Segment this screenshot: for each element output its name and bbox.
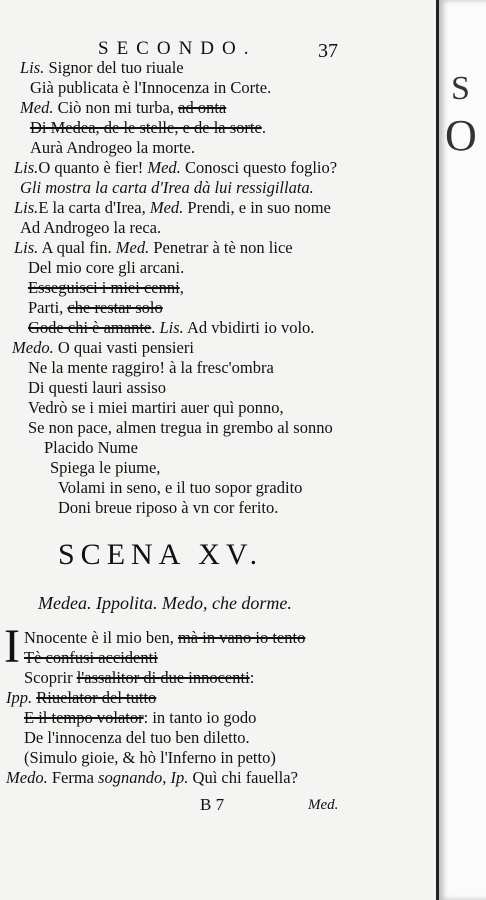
verse-line [28, 418, 333, 438]
verse-line [28, 378, 166, 398]
verse-line [28, 258, 184, 278]
verse-text: : [249, 668, 255, 687]
verse-line [14, 238, 293, 258]
verse-text: Ne la mente raggiro! à la fresc'ombra [28, 358, 274, 377]
signature-mark: B 7 [200, 795, 225, 814]
verse-text: De l'innocenza del tuo ben diletto. [24, 728, 250, 747]
speaker-label: Medo. [12, 338, 54, 357]
verse-text: Nnocente è il mio ben, [24, 628, 178, 647]
verse-text: Med. [149, 198, 184, 217]
verse-line [44, 438, 138, 458]
verse-line [28, 358, 274, 378]
verse-line [20, 178, 314, 198]
scene-verse-line [6, 768, 298, 788]
struck-text: Tè confusi accidenti [24, 648, 158, 667]
verse-text: Se non pace, almen tregua in grembo al sonno [28, 418, 333, 437]
verse-text: Parti, [28, 298, 68, 317]
running-header: SECONDO. [98, 38, 257, 59]
verse-text: Conosci questo foglio? [180, 158, 338, 177]
scene-verse-line [24, 728, 250, 748]
verse-text: O quai vasti pensieri [53, 338, 194, 357]
speaker-label: Lis. [14, 198, 39, 217]
verse-text: Gli mostra la carta d'Irea dà lui ressigillata. [20, 178, 314, 197]
verse-text: (Simulo gioie, & hò l'Inferno in petto) [24, 748, 276, 767]
verse-text: , [162, 768, 171, 787]
verse-text: Doni breue riposo à vn cor ferito. [58, 498, 279, 517]
verse-text: A qual fin. [38, 238, 116, 257]
verse-line [20, 98, 226, 118]
struck-text: Gode chi è amante [28, 318, 152, 337]
struck-text: l'assalitor di due innocenti [76, 668, 250, 687]
verse-text: Volami in seno, e il tuo sopor gradito [58, 478, 303, 497]
verse-line [30, 138, 195, 158]
verse-text: Già publicata è l'Innocenza in Corte. [30, 78, 272, 97]
drop-cap: I [4, 620, 20, 673]
verse-text: E la carta d'Irea, [38, 198, 150, 217]
verse-text: Vedrò se i miei martiri auer quì ponno, [28, 398, 284, 417]
verse-text: Quì chi fauella? [188, 768, 298, 787]
verse-line [14, 158, 337, 178]
verse-text: Di questi lauri assiso [28, 378, 166, 397]
verse-text: Prendi, e in suo nome [183, 198, 331, 217]
verse-text: Placido Nume [44, 438, 138, 457]
verse-text: Ad vbidirti io volo. [183, 318, 315, 337]
verse-text: Ad Androgeo la reca. [20, 218, 162, 237]
struck-text: mà in vano io tento [177, 628, 306, 647]
verse-line [50, 458, 160, 478]
scene-verse-line [6, 688, 156, 708]
verse-text: sognando [98, 768, 163, 787]
verse-line [28, 278, 184, 298]
verse-text: Ip. [170, 768, 189, 787]
facing-page-edge: S O [436, 0, 486, 900]
struck-text: E il tempo volator [24, 708, 144, 727]
scene-verse-line [24, 628, 305, 648]
verse-line [58, 498, 278, 518]
struck-text: che restar solo [67, 298, 163, 317]
scene-verse-line [24, 668, 254, 688]
verse-text: Penetrar à tè non lice [149, 238, 293, 257]
verse-text: Lis. [159, 318, 184, 337]
verse-line [20, 218, 161, 238]
scene-verse-line [24, 708, 256, 728]
verse-text: Med. [115, 238, 150, 257]
verse-text: O quanto è fier! [38, 158, 148, 177]
verse-line [58, 478, 302, 498]
verse-text: , [179, 278, 184, 297]
struck-text: Riuelator del tutto [36, 688, 157, 707]
verse-text: Aurà Androgeo la morte. [30, 138, 195, 157]
verse-line [28, 298, 163, 318]
struck-text: ad onta [178, 98, 227, 117]
speaker-label: Lis. [14, 238, 39, 257]
struck-text: Di Medea, de le stelle, e de la sorte [30, 118, 262, 137]
speaker-label: Ipp. [6, 688, 33, 707]
page-number: 37 [318, 40, 338, 62]
scene-verse-line [24, 648, 158, 668]
verse-text: Med. [147, 158, 181, 177]
speaker-label: Medo. [6, 768, 48, 787]
verse-text: Spiega le piume, [50, 458, 161, 477]
verse-text: Ciò non mi turba, [53, 98, 179, 117]
verse-text: . [261, 118, 266, 137]
verse-line [30, 78, 271, 98]
verse-text: Signor del tuo riuale [44, 58, 184, 77]
scene-verse-line [24, 748, 276, 768]
verse-text: Del mio core gli arcani. [28, 258, 185, 277]
verse-text: Scoprir [24, 668, 77, 687]
catchword: Med. [308, 797, 339, 813]
scene-characters: Medea. Ippolita. Medo, che dorme. [38, 593, 292, 613]
speaker-label: Lis. [14, 158, 39, 177]
verse-line [12, 338, 194, 358]
scene-title: SCENA XV. [58, 538, 264, 571]
speaker-label: Lis. [20, 58, 45, 77]
struck-text: Esseguisci i miei cenni [28, 278, 180, 297]
verse-line [30, 118, 266, 138]
verse-text: : in tanto io godo [143, 708, 257, 727]
verse-text: . [151, 318, 160, 337]
speaker-label: Med. [20, 98, 54, 117]
verse-line [14, 198, 331, 218]
verse-text: Ferma [47, 768, 99, 787]
verse-line [28, 398, 284, 418]
verse-line [20, 58, 184, 78]
verse-line [28, 318, 314, 338]
